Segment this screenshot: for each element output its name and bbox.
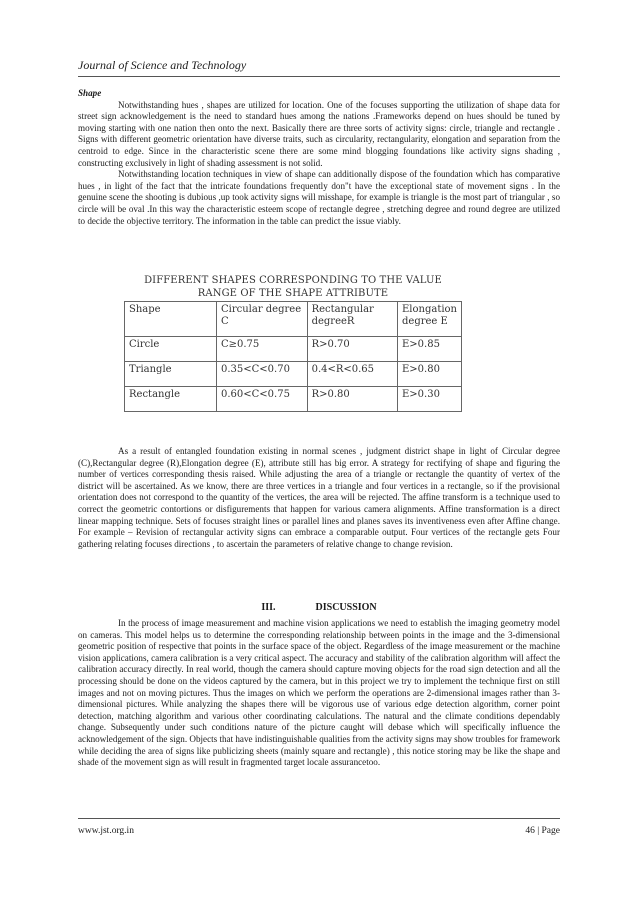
table-cell: E>0.30 — [398, 387, 462, 412]
discussion-number: III. — [261, 602, 276, 613]
table-header-cell: Circular degree C — [216, 302, 307, 337]
table-cell: 0.35<C<0.70 — [216, 362, 307, 387]
journal-title: Journal of Science and Technology — [78, 58, 247, 72]
table-cell: R>0.70 — [307, 337, 397, 362]
discussion-title: DISCUSSION — [315, 602, 377, 613]
footer-page-number: 46 | Page — [525, 826, 560, 836]
table-cell: R>0.80 — [307, 387, 397, 412]
discussion-heading — [78, 602, 560, 613]
after-table-section — [78, 446, 560, 550]
table-row — [125, 337, 462, 362]
page-footer — [78, 826, 560, 836]
table-row — [125, 387, 462, 412]
table-cell: Rectangle — [125, 387, 217, 412]
table-cell: 0.4<R<0.65 — [307, 362, 397, 387]
table-header-row — [125, 302, 462, 337]
shape-attribute-table-block — [124, 274, 462, 412]
table-cell: E>0.80 — [398, 362, 462, 387]
table-caption: DIFFERENT SHAPES CORRESPONDING TO THE VALUE RANGE OF THE SHAPE ATTRIBUTE — [144, 275, 442, 299]
header-divider — [78, 76, 560, 77]
table-header-cell: Elongation degree E — [398, 302, 462, 337]
table-cell: Circle — [125, 337, 217, 362]
footer-website: www.jst.org.in — [78, 826, 134, 836]
shape-section-label: Shape — [78, 88, 102, 98]
table-header-cell: Shape — [125, 302, 217, 337]
table-cell: C≥0.75 — [216, 337, 307, 362]
footer-divider — [78, 818, 560, 819]
shape-attribute-table — [124, 301, 462, 412]
table-row — [125, 362, 462, 387]
shape-paragraph-2: Notwithstanding location techniques in view of shape can additionally dispose of the foundation which has comparative hues , in light of the fact that the intricate foundations frequently don"t have the exceptional state of movement signs . In the genuine scene the shooting is dubious ,up took activity signs will misshape, for example is triangle is the most part of triangular , so circle will be oval .In this way the characteristic esteem scope of rectangle degree , stretching degree and round degree are utilized to decide the objective territory. The information in the table can predict the issue viably. — [78, 169, 560, 226]
table-cell: 0.60<C<0.75 — [216, 387, 307, 412]
table-cell: E>0.85 — [398, 337, 462, 362]
shape-paragraph-1: Notwithstanding hues , shapes are utilized for location. One of the focuses supporting the utilization of shape data for street sign acknowledgement is the need to standard hues among the nations .Frameworks depend on hues should be tuned by moving starting with one nation then onto the next. Basically there are three sorts of activity signs: circle, triangle and rectangle . Signs with different geometric orientation have diverse traits, such as circularity, rectangularity, elongation and separation from the centroid to edge. Since in the characteristic scene there are some mind blogging foundations like activity signs shading , constructing exclusively in light of shading assessment is not solid. — [78, 99, 560, 168]
discussion-paragraph: In the process of image measurement and machine vision applications we need to establish the imaging geometry model on cameras. This model helps us to determine the corresponding relationship between points in the image and the 3-dimensional geometric position of respective that points in the surface space of the object. Regardless of the image measurement or the machine vision applications, camera calibration is a very critical aspect. The accuracy and stability of the calibration algorithm will affect the calibration accuracy directly. In real world, though the camera should capture moving objects for the road sign detection and all the processing should be done on the videos captured by the camera, but in this project we try to implement the technique first on still images and not on moving pictures. Thus the images on which we perform the operations are 2-dimensional images rather than 3-dimensional pictures. While analyzing the shapes there will be vigorous use of various edge detection algorithm, corner point detection, matching algorithm and various other coordinating calculations. The natural and the climate conditions dependably change. Subsequently under such conditions nature of the picture caught will debase which will specifically influence the acknowledgement of the sign. Objects that have indistinguishable qualities from the activity signs may show troubles for framework while deciding the area of signs like publicizing sheets (mainly square and rectangle) , this notice storing may be like the shape and shade of the movement sign as will result in fragmented target locale assurancetoo. — [78, 618, 560, 768]
table-header-cell: Rectangular degreeR — [307, 302, 397, 337]
table-cell: Triangle — [125, 362, 217, 387]
after-table-paragraph: As a result of entangled foundation existing in normal scenes , judgment district shape in light of Circular degree (C),Rectangular degree (R),Elongation degree (E), attribute still has big error. A strategy for rectifying of shape and figuring the number of vertices corresponding thesis raised. While adjusting the area of a triangle or rectangle the quantity of vertex of the district will be ascertained. As we know, there are three vertices in a triangle and four vertices in a rectangle, so if the provisional orientation does not correspond to the quantity of the vertices, the area will be rejected. The affine transform is a technique used to correct the geometric contortions or disfigurements that happen for various camera alignments. Affine transformation is a direct linear mapping technique. Sets of focuses straight lines or parallel lines and planes saves its inventiveness even after Affine change. For example – Revision of rectangular activity signs can embrace a comparable output. Four vertices of the rectangle gets Four gathering relating focuses directions , to ascertain the parameters of relative change to change revision. — [78, 446, 560, 549]
discussion-section — [78, 618, 560, 769]
shape-section — [78, 88, 560, 227]
